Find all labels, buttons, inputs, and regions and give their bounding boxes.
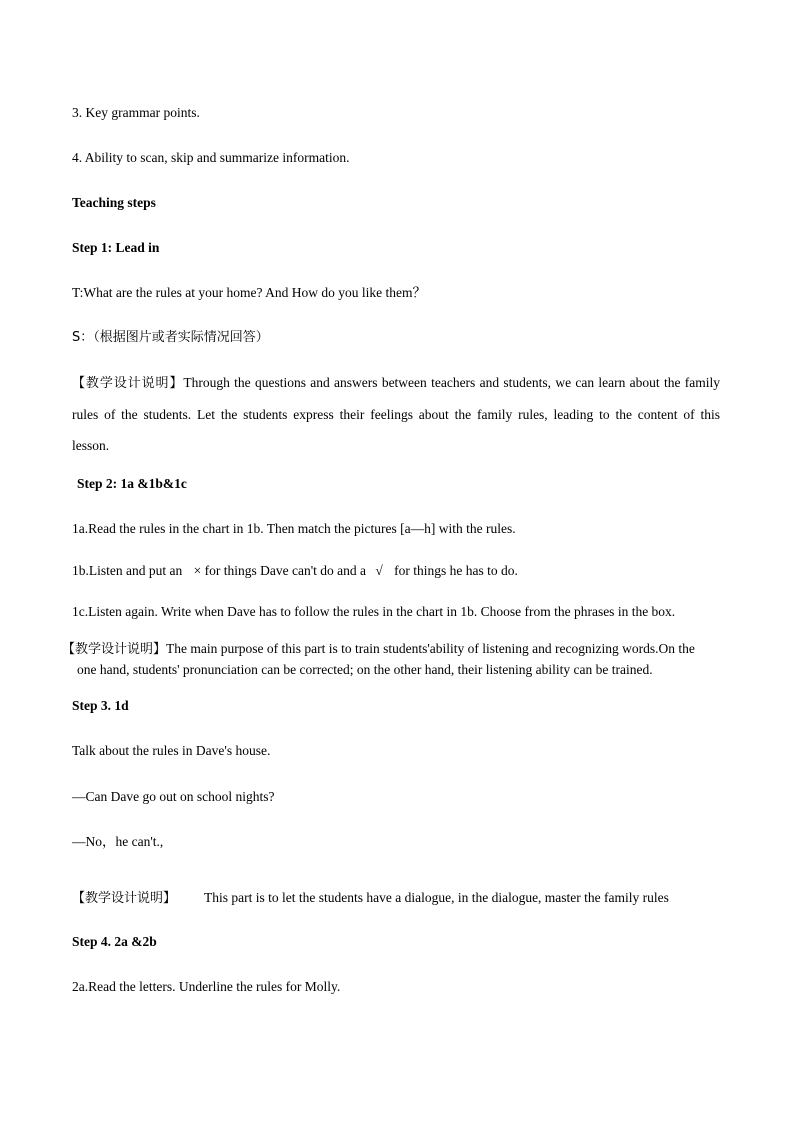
activity-1b-text-c: for things he has to do. [394,563,518,578]
activity-2a: 2a.Read the letters. Underline the rules for Molly. [72,979,341,994]
activity-1c: 1c.Listen again. Write when Dave has to follow the rules in the chart in 1b. Choose from the phrases in the box. [72,604,676,619]
activity-1a: 1a.Read the rules in the chart in 1b. Then match the pictures [a—h] with the rules. [72,521,516,536]
activity-1b [72,564,518,578]
dialogue-answer: —No，he can't., [72,834,164,849]
design-note-label: 【教学设计说明】 [72,376,184,391]
dialogue-question: —Can Dave go out on school nights? [72,789,275,804]
check-mark-icon: √ [375,563,383,578]
section-heading-teaching-steps: Teaching steps [72,195,156,210]
design-note-2-line-1 [62,642,695,656]
step-2-heading: Step 2: 1a &1b&1c [77,476,187,491]
step-4-heading: Step 4. 2a &2b [72,934,157,949]
design-note-2-text-a: The main purpose of this part is to train students'ability of listening and recognizing words.On the [166,641,695,656]
design-note-label: 【教学设计说明】 [62,642,167,657]
teacher-question: T:What are the rules at your home? And How do you like them？ [72,285,426,300]
design-note-1-line-1 [72,376,720,390]
design-note-2-line-2: one hand, students' pronunciation can be corrected; on the other hand, their listening ability can be trained. [77,662,653,677]
design-note-1-line-3: lesson. [72,438,110,453]
step-1-heading: Step 1: Lead in [72,240,160,255]
student-answer: S：（根据图片或者实际情况回答） [72,330,269,345]
design-note-3-text: This part is to let the students have a dialogue, in the dialogue, master the family rules [204,890,669,905]
step-3-heading: Step 3. 1d [72,698,129,713]
design-note-3 [72,891,669,905]
design-note-label: 【教学设计说明】 [72,891,177,906]
objective-3: 3. Key grammar points. [72,105,200,120]
design-note-1-line-2: rules of the students. Let the students express their feelings about the family rules, leading to the content of this [72,407,720,422]
activity-1b-text-a: 1b.Listen and put an [72,563,183,578]
objective-4: 4. Ability to scan, skip and summarize information. [72,150,350,165]
design-note-1-text-a: Through the questions and answers between teachers and students, we can learn about the family [183,375,720,390]
cross-mark-icon: × [193,563,202,578]
talk-instruction: Talk about the rules in Dave's house. [72,743,271,758]
activity-1b-text-b: for things Dave can't do and a [204,563,366,578]
